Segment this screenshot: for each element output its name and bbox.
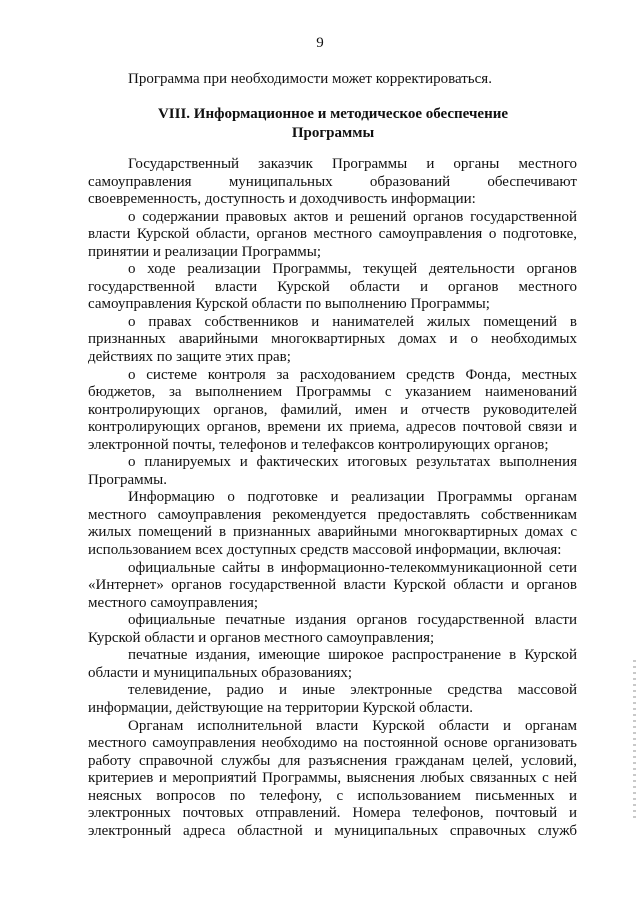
text-line: контролирующих органов, времени их приема, адресов почтовой связи и <box>88 419 577 436</box>
text-line: критериев и мероприятий Программы, выяснения любых связанных с ней <box>88 770 577 787</box>
text-line: местного самоуправления; <box>88 594 259 611</box>
text-line: Программы. <box>88 471 167 488</box>
text-line: о правах собственников и нанимателей жилых помещений в <box>128 313 577 330</box>
text-line: бюджетов, за выполнением Программы с указанием наименований <box>88 384 577 401</box>
text-line: жилых помещений в признанных аварийными многоквартирных домах с <box>88 524 577 541</box>
text-line: власти Курской области, органов местного самоуправления о подготовке, <box>88 226 577 243</box>
text-line: электронный адреса областной и муниципальных справочных служб <box>88 822 577 839</box>
text-line: принятии и реализации Программы; <box>88 243 322 260</box>
margin-mark <box>633 660 636 820</box>
text-line: официальные печатные издания органов государственной власти <box>128 612 577 629</box>
text-line: печатные издания, имеющие широкое распространение в Курской <box>128 647 577 664</box>
text-line: о содержании правовых актов и решений органов государственной <box>128 208 577 225</box>
lead-paragraph: Программа при необходимости может корректироваться. <box>128 71 492 87</box>
text-line: о системе контроля за расходованием средств Фонда, местных <box>128 366 577 383</box>
page-number: 9 <box>316 35 324 51</box>
text-line: Информацию о подготовке и реализации Программы органам <box>128 489 577 506</box>
text-line: о планируемых и фактических итоговых результатах выполнения <box>128 454 577 471</box>
text-line: использованием всех доступных средств массовой информации, включая: <box>88 542 562 559</box>
text-line: самоуправления муниципальных образований обеспечивают <box>88 173 577 190</box>
text-line: «Интернет» органов государственной власти Курской области и органов <box>88 577 577 594</box>
text-line: Государственный заказчик Программы и органы местного <box>128 156 577 172</box>
section-heading <box>88 105 578 143</box>
text-line: области и муниципальных образованиях; <box>88 664 353 681</box>
text-line: информации, действующие на территории Курской области. <box>88 699 474 716</box>
text-line: официальные сайты в информационно-телекоммуникационной сети <box>128 559 577 576</box>
text-line: Органам исполнительной власти Курской области и органам <box>128 717 577 734</box>
text-line: самоуправления Курской области по выполнению Программы; <box>88 296 490 313</box>
text-line: государственной власти Курской области и органов местного <box>88 278 577 295</box>
text-line: Курской области и органов местного самоуправления; <box>88 629 435 646</box>
text-line: местного самоуправления необходимо на постоянной основе организовать <box>88 735 577 752</box>
body-text <box>88 156 577 840</box>
text-line: контролирующих органов, фамилий, имен и отчеств руководителей <box>88 401 577 418</box>
section-heading-line-2: Программы <box>291 125 375 141</box>
text-line: действиях по защите этих прав; <box>88 349 291 366</box>
text-line: о ходе реализации Программы, текущей деятельности органов <box>128 261 577 278</box>
text-line: местного самоуправления рекомендуется предоставлять собственникам <box>88 506 577 523</box>
text-line: работу справочной службы для разъяснения гражданам целей, условий, <box>88 752 577 769</box>
text-line: неясных вопросов по телефону, с использованием письменных и <box>88 787 577 804</box>
text-line: электронных почтовых отправлений. Номера телефонов, почтовый и <box>88 805 577 822</box>
text-line: признанных аварийными многоквартирных домах и о необходимых <box>88 331 577 348</box>
text-line: телевидение, радио и иные электронные средства массовой <box>128 682 577 699</box>
text-line: своевременность, доступность и доходчивость информации: <box>88 191 476 208</box>
section-heading-line-1: VIII. Информационное и методическое обеспечение <box>157 106 509 122</box>
text-line: электронной почты, телефонов и телефаксов контролирующих органов; <box>88 436 549 453</box>
